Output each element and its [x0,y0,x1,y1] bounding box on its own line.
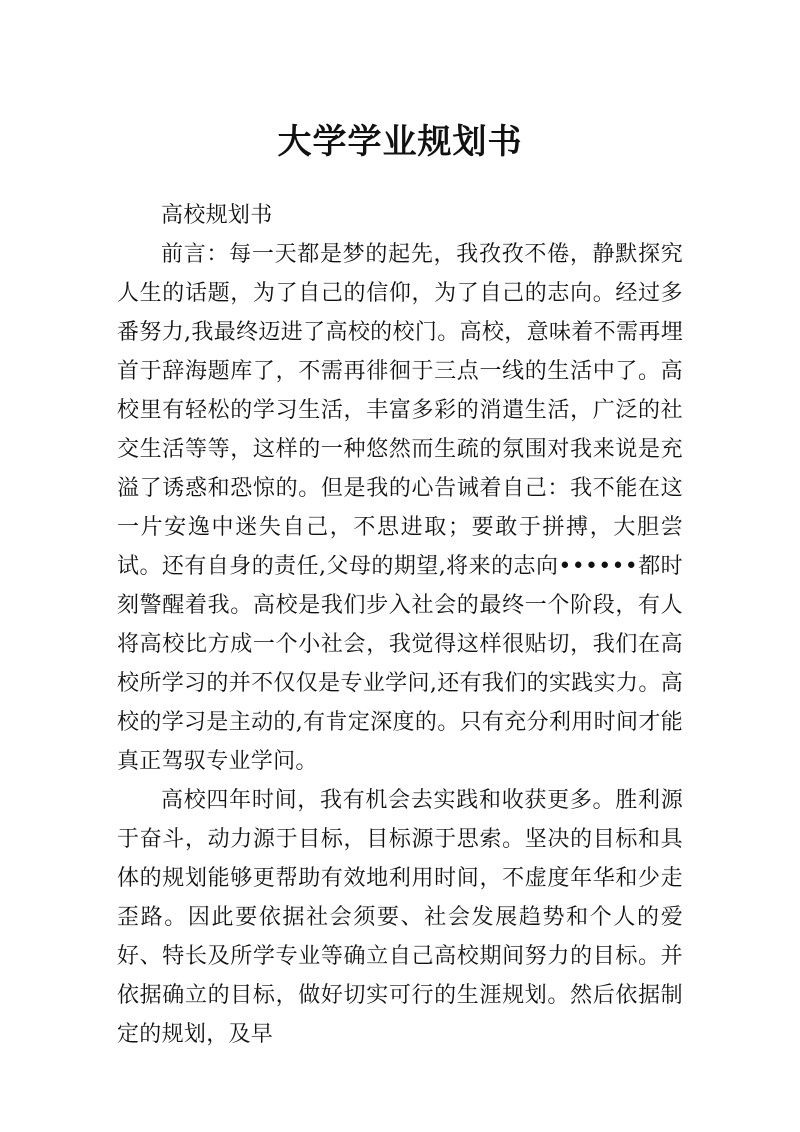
document-body [117,196,683,1054]
paragraph-preface: 前言：每一天都是梦的起先，我孜孜不倦，静默探究人生的话题，为了自己的信仰，为了自己的志向。经过多番努力,我最终迈进了高校的校门。高校，意味着不需再埋首于辞海题库了，不需再徘徊于三点一线的生活中了。高校里有轻松的学习生活，丰富多彩的消遣生活，广泛的社交生活等等，这样的一种悠然而生疏的氛围对我来说是充溢了诱惑和恐惊的。但是我的心告诫着自己：我不能在这一片安逸中迷失自己，不思进取；要敢于拼搏，大胆尝试。还有自身的责任,父母的期望,将来的志向••••••都时刻警醒着我。高校是我们步入社会的最终一个阶段，有人将高校比方成一个小社会，我觉得这样很贴切，我们在高校所学习的并不仅仅是专业学问,还有我们的实践实力。高校的学习是主动的,有肯定深度的。只有充分利用时间才能真正驾驭专业学问。 [117,242,683,774]
paragraph-four-years: 高校四年时间，我有机会去实践和收获更多。胜利源于奋斗，动力源于目标，目标源于思索。坚决的目标和具体的规划能够更帮助有效地利用时间，不虚度年华和少走歪路。因此要依据社会须要、社会发展趋势和个人的爱好、特长及所学专业等确立自己高校期间努力的目标。并依据确立的目标，做好切实可行的生涯规划。然后依据制定的规划，及早 [117,788,683,1047]
document-title: 大学学业规划书 [277,122,523,162]
document-subtitle: 高校规划书 [161,203,273,228]
